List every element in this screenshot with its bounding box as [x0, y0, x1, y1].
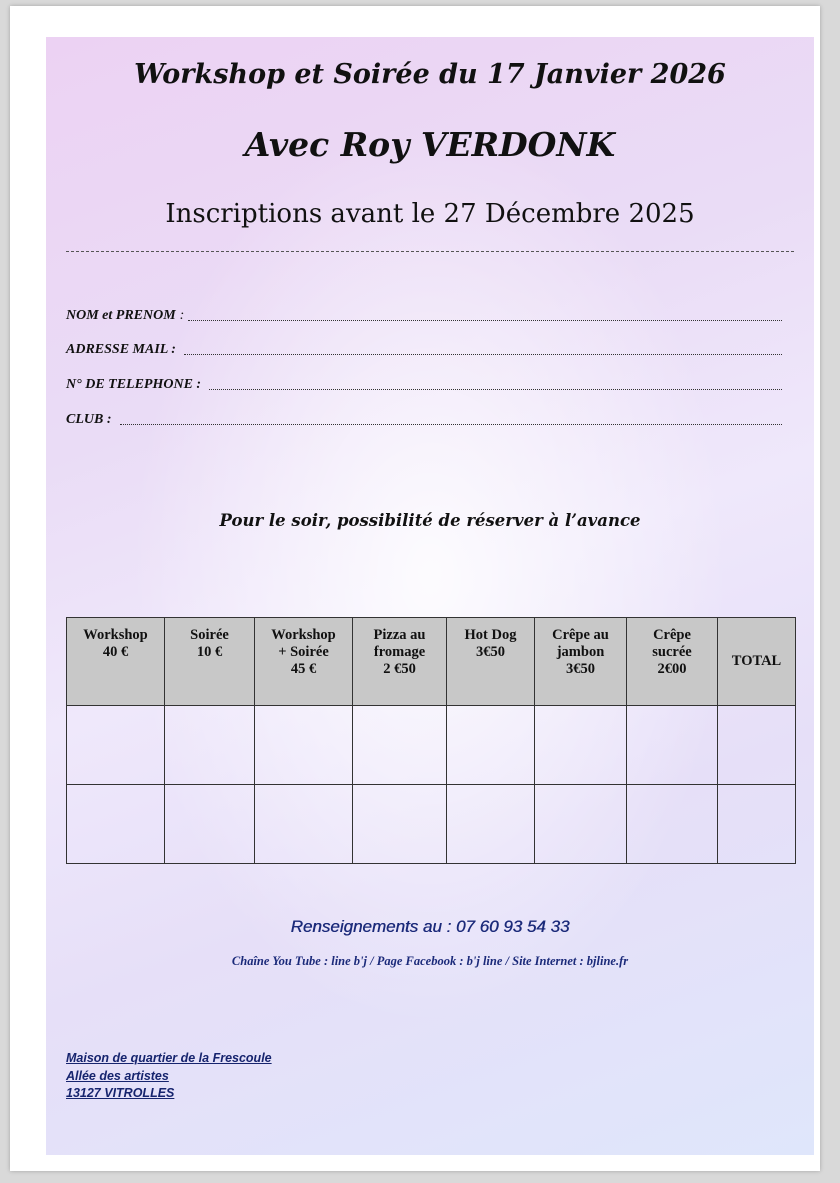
- name-field: [66, 306, 782, 324]
- column-header: [447, 618, 535, 706]
- table-cell: [255, 706, 353, 785]
- column-header-line: 2 €50: [383, 661, 416, 677]
- table-cell: [718, 785, 796, 864]
- table-body: [67, 706, 796, 864]
- column-header: [535, 618, 627, 706]
- name-field-label: NOM et PRENOM: [66, 308, 176, 323]
- email-field-label: ADRESSE MAIL :: [66, 342, 176, 357]
- address-line: Maison de quartier de la Frescoule: [66, 1051, 272, 1065]
- email-field: [66, 340, 782, 358]
- phone-field-line: [209, 388, 782, 390]
- column-header-line: Crêpe au: [552, 627, 609, 643]
- column-header-line: + Soirée: [278, 644, 329, 660]
- document-frame: [10, 6, 820, 1171]
- column-header: [165, 618, 255, 706]
- club-field-line: [120, 423, 783, 425]
- column-header-line: TOTAL: [731, 652, 782, 669]
- phone-field: [66, 375, 782, 393]
- evening-note: Pour le soir, possibilité de réserver à l’avance: [219, 511, 641, 530]
- table-cell: [165, 785, 255, 864]
- club-field: [66, 410, 782, 428]
- flyer-page: [46, 37, 814, 1155]
- table-row: [67, 785, 796, 864]
- table-cell: [353, 785, 447, 864]
- table-row: [67, 706, 796, 785]
- dashed-divider: [66, 251, 794, 252]
- column-header-line: sucrée: [652, 644, 692, 660]
- event-title: Workshop et Soirée du 17 Janvier 2026: [134, 59, 726, 90]
- address-line: Allée des artistes: [66, 1068, 169, 1083]
- table-cell: [67, 706, 165, 785]
- contact-info: Renseignements au : 07 60 93 54 33: [290, 917, 570, 936]
- column-header-line: 2€00: [657, 661, 687, 677]
- table-header-row: [67, 618, 796, 706]
- column-header-line: Crêpe: [653, 627, 691, 643]
- registration-deadline: Inscriptions avant le 27 Décembre 2025: [165, 199, 695, 229]
- event-subtitle: Avec Roy VERDONK: [244, 125, 616, 164]
- table-cell: [627, 785, 718, 864]
- venue-address: [66, 1050, 272, 1103]
- table-cell: [627, 706, 718, 785]
- table-cell: [67, 785, 165, 864]
- column-header-line: Hot Dog: [464, 627, 517, 643]
- column-header-line: 3€50: [566, 661, 595, 677]
- name-field-line: [188, 319, 782, 321]
- table-cell: [165, 706, 255, 785]
- column-header-line: Workshop: [83, 627, 148, 643]
- column-header-line: 40 €: [102, 644, 129, 660]
- column-header: [718, 618, 796, 706]
- column-header-line: Workshop: [271, 627, 336, 643]
- column-header: [627, 618, 718, 706]
- column-header-line: Pizza au: [373, 627, 426, 643]
- table-cell: [353, 706, 447, 785]
- phone-field-label: N° DE TELEPHONE :: [66, 377, 202, 392]
- column-header-line: 10 €: [196, 644, 223, 660]
- column-header-line: Soirée: [190, 627, 229, 643]
- table-cell: [255, 785, 353, 864]
- table-cell: [718, 706, 796, 785]
- column-header: [67, 618, 165, 706]
- table-cell: [535, 785, 627, 864]
- social-links: Chaîne You Tube : line b'j / Page Facebook : b'j line / Site Internet : bjline.fr: [231, 954, 629, 968]
- column-header-line: fromage: [373, 644, 426, 660]
- email-field-line: [184, 353, 782, 355]
- name-field-separator: :: [179, 308, 185, 323]
- column-header-line: 3€50: [476, 644, 505, 660]
- table-cell: [447, 706, 535, 785]
- table-cell: [535, 706, 627, 785]
- column-header: [255, 618, 353, 706]
- club-field-label: CLUB :: [66, 412, 112, 427]
- column-header-line: 45 €: [290, 661, 317, 677]
- column-header-line: jambon: [556, 644, 605, 660]
- order-table: [66, 617, 796, 864]
- table-cell: [447, 785, 535, 864]
- column-header: [353, 618, 447, 706]
- address-line: 13127 VITROLLES: [66, 1086, 175, 1100]
